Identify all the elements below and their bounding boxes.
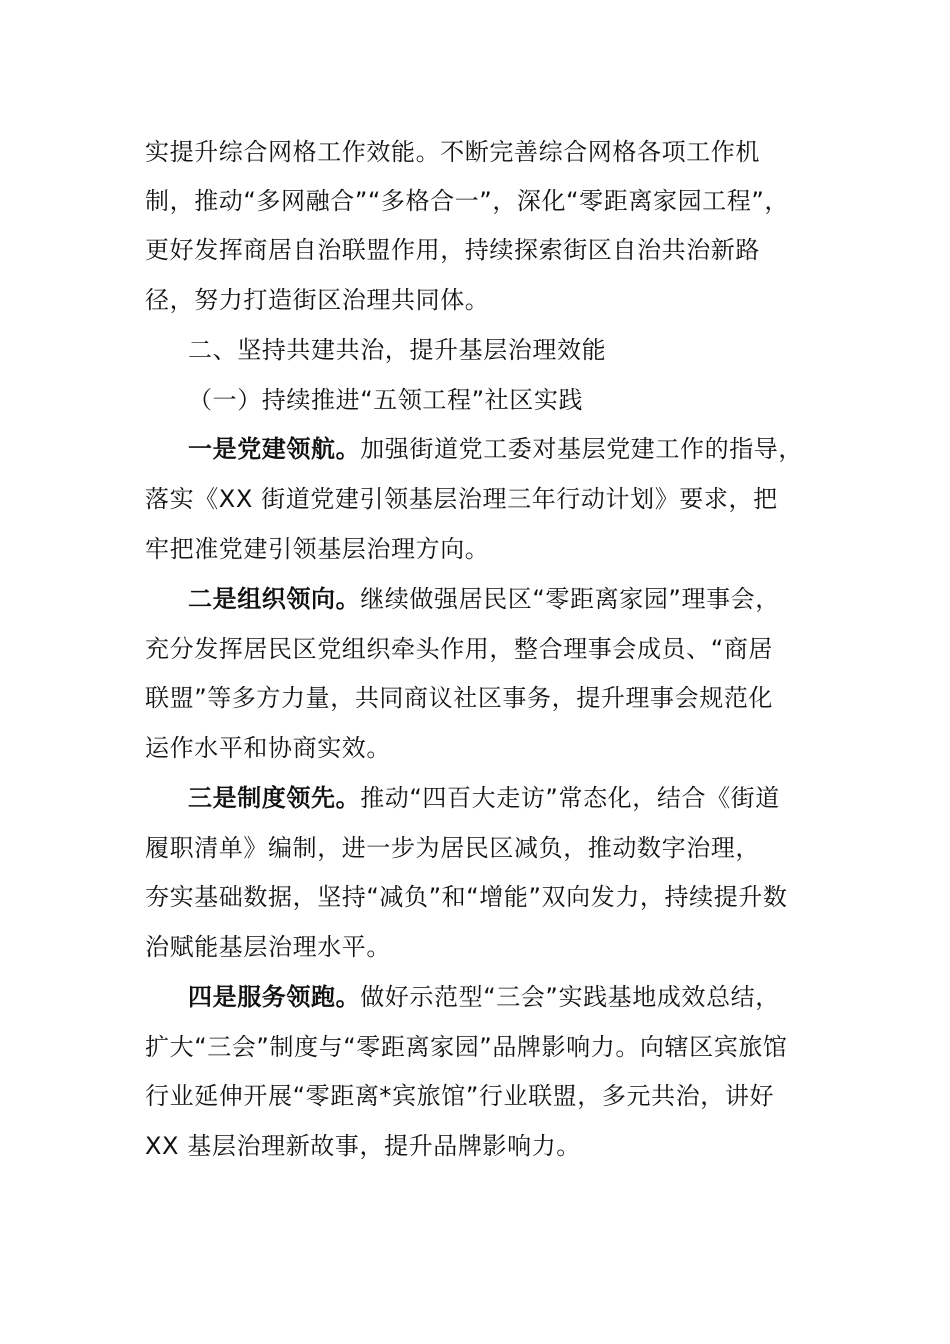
item-2-first-line <box>188 584 780 614</box>
item-1-title: 一是党建领航。 <box>188 435 361 463</box>
item-3-first-line <box>188 783 780 813</box>
item-4-line-4: XX 基层治理新故事，提升品牌影响力。 <box>145 1132 581 1160</box>
item-4-first-line <box>188 982 780 1012</box>
item-3-line-4: 治赋能基层治理水平。 <box>145 933 391 961</box>
intro-line-2: 制，推动“多网融合”“多格合一”，深化“零距离家园工程”， <box>145 187 789 215</box>
item-3-title: 三是制度领先。 <box>188 784 361 812</box>
intro-line-3: 更好发挥商居自治联盟作用，持续探索街区自治共治新路 <box>145 236 760 264</box>
item-2-line-3: 联盟”等多方力量，共同商议社区事务，提升理事会规范化 <box>145 684 774 712</box>
item-1-line-2: 落实《XX 街道党建引领基层治理三年行动计划》要求，把 <box>145 485 778 513</box>
item-3-line-2: 履职清单》编制，进一步为居民区减负，推动数字治理， <box>145 834 760 862</box>
sub-heading: （一）持续推进“五领工程”社区实践 <box>188 386 584 414</box>
item-1-text: 加强街道党工委对基层党建工作的指导， <box>360 435 804 463</box>
item-4-title: 四是服务领跑。 <box>188 983 361 1011</box>
section-heading: 二、坚持共建共治，提升基层治理效能 <box>188 336 607 364</box>
item-1-first-line <box>188 434 803 464</box>
item-3-line-3: 夯实基础数据，坚持“减负”和“增能”双向发力，持续提升数 <box>145 883 788 911</box>
item-4-line-2: 扩大“三会”制度与“零距离家园”品牌影响力。向辖区宾旅馆 <box>145 1033 788 1061</box>
item-2-title: 二是组织领向。 <box>188 585 361 613</box>
item-3-text: 推动“四百大走访”常态化，结合《街道 <box>360 784 780 812</box>
item-2-text: 继续做强居民区“零距离家园”理事会， <box>360 585 780 613</box>
intro-line-4: 径，努力打造街区治理共同体。 <box>145 286 490 314</box>
intro-line-1: 实提升综合网格工作效能。不断完善综合网格各项工作机 <box>145 138 760 166</box>
item-4-text: 做好示范型“三会”实践基地成效总结， <box>360 983 780 1011</box>
item-2-line-4: 运作水平和协商实效。 <box>145 734 391 762</box>
item-2-line-2: 充分发挥居民区党组织牵头作用，整合理事会成员、“商居 <box>145 635 774 663</box>
item-4-line-3: 行业延伸开展“零距离*宾旅馆”行业联盟，多元共治，讲好 <box>145 1082 775 1110</box>
item-1-line-3: 牢把准党建引领基层治理方向。 <box>145 535 490 563</box>
